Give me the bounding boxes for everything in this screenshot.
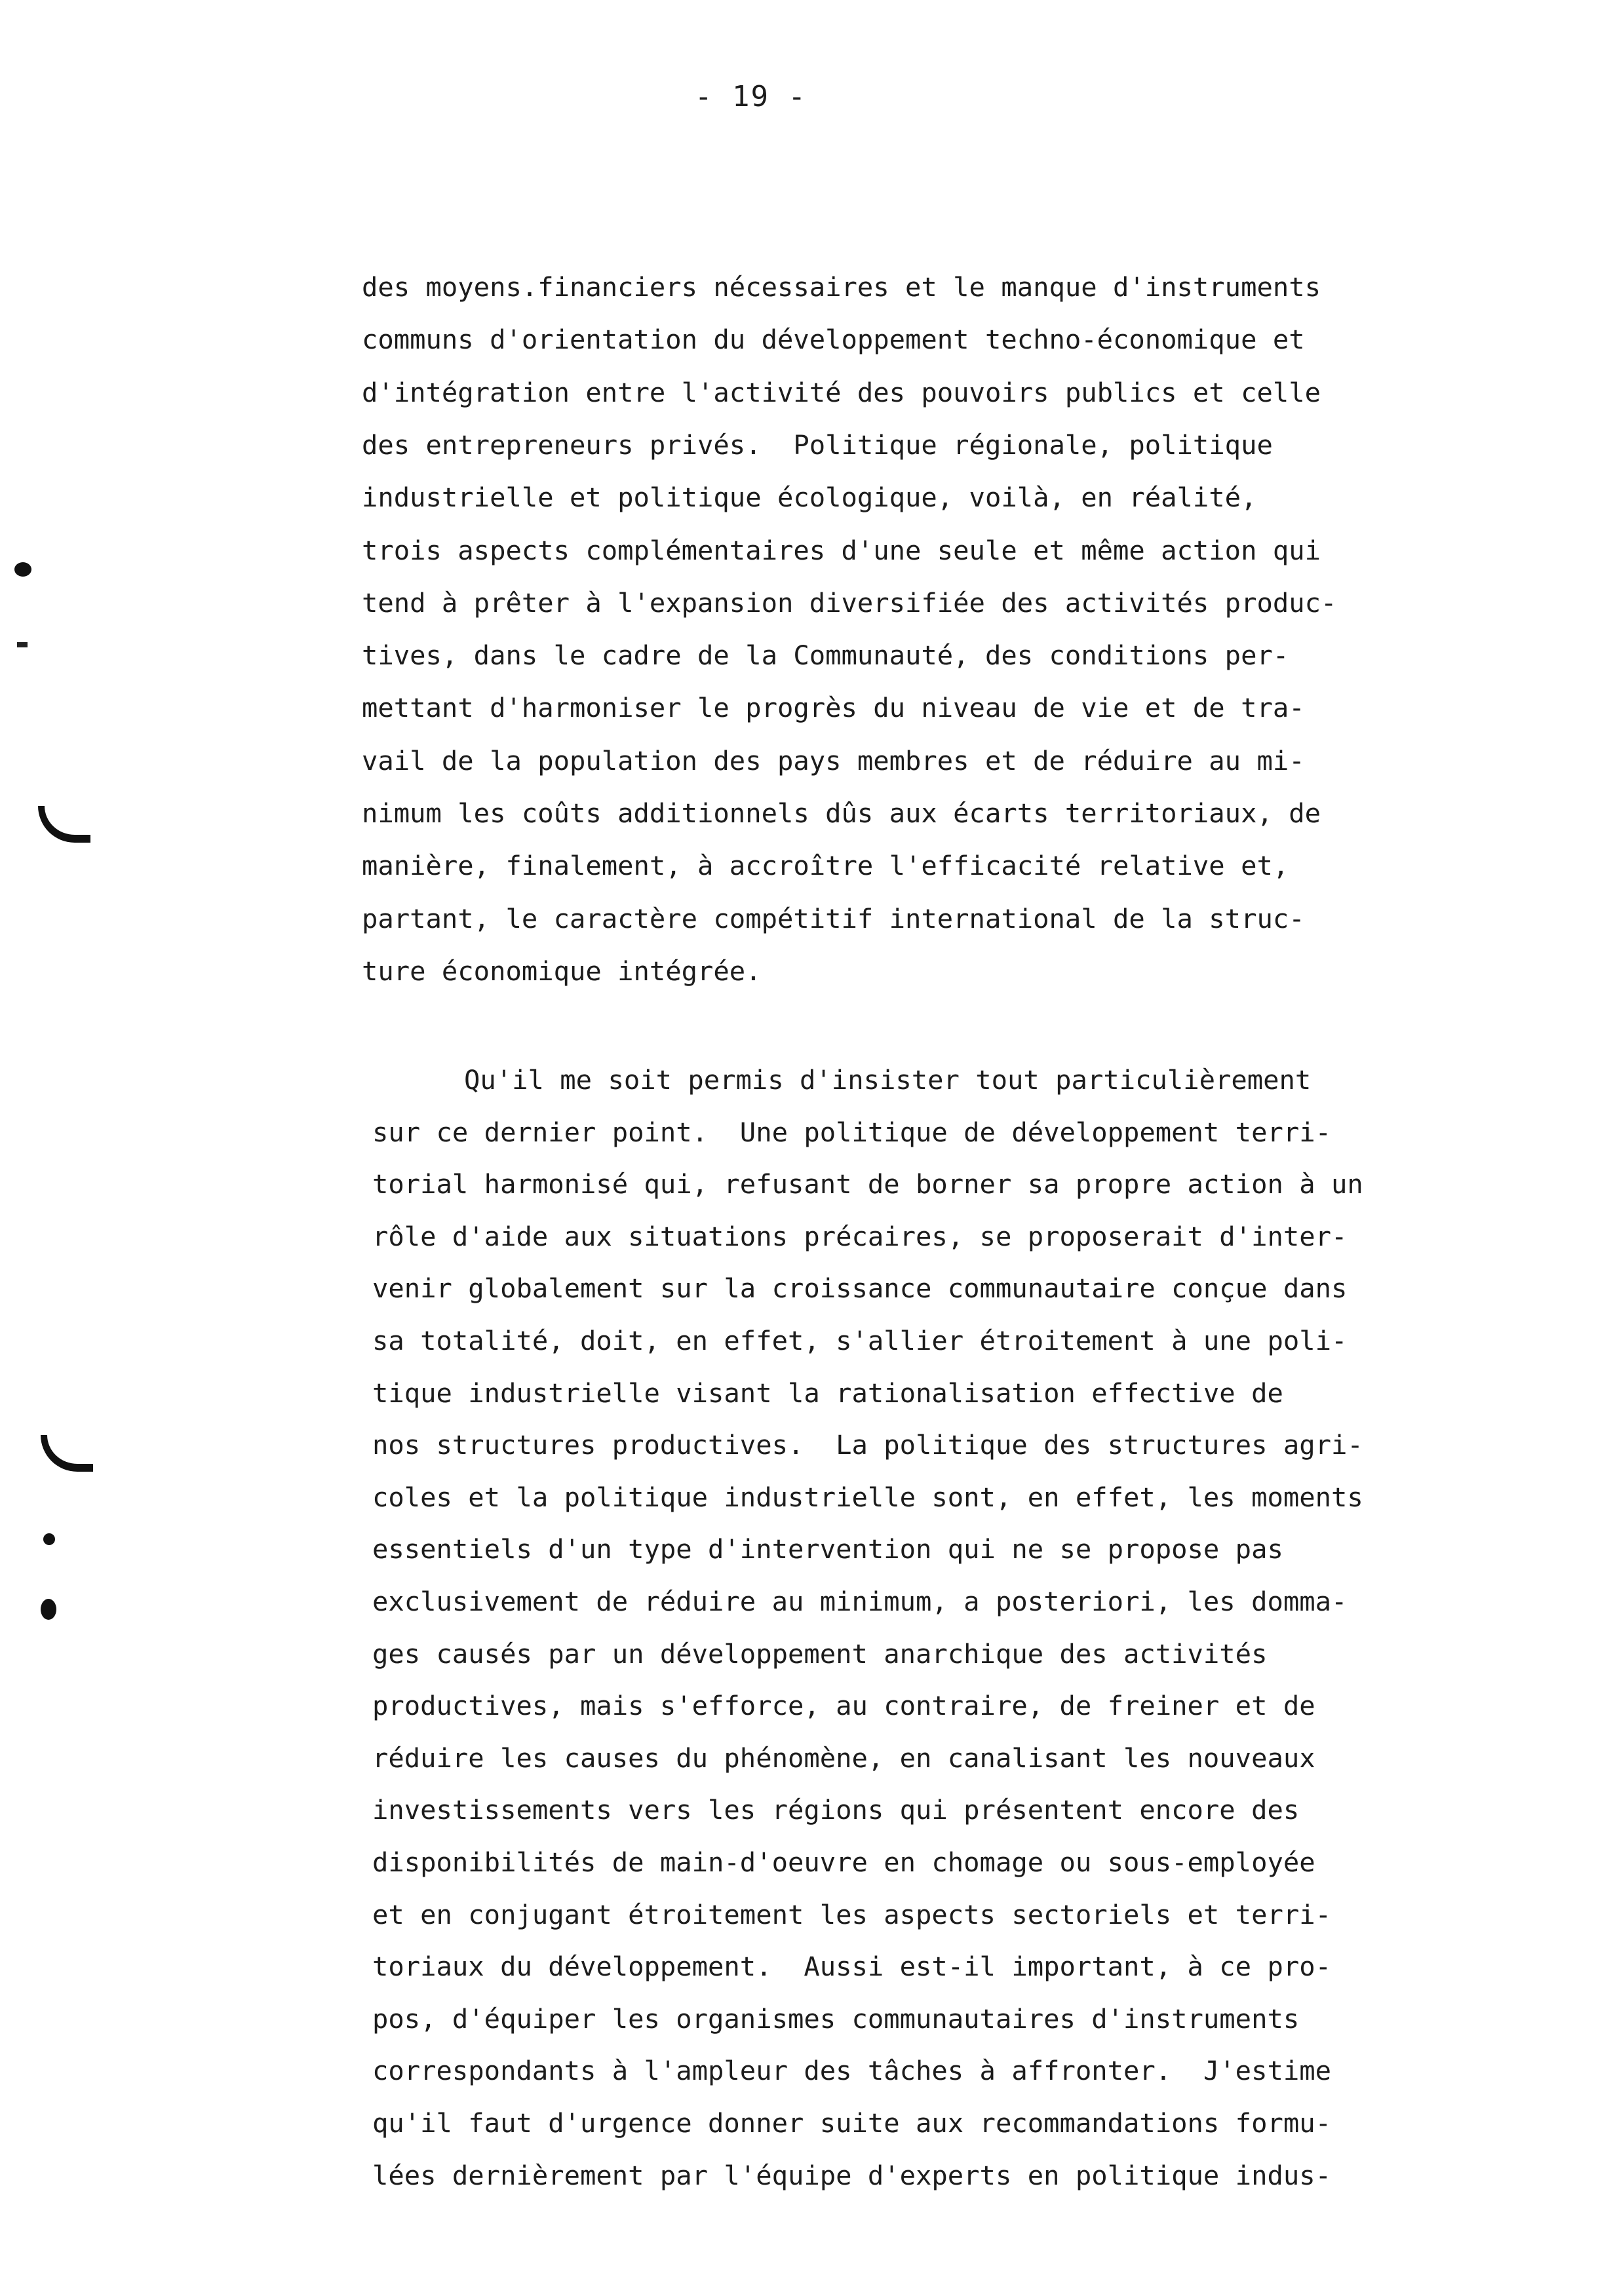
text-line: qu'il faut d'urgence donner suite aux recommandations formu- — [372, 2107, 1331, 2139]
text-line: Qu'il me soit permis d'insister tout particulièrement — [464, 1064, 1312, 1096]
text-line: coles et la politique industrielle sont, en effet, les moments — [372, 1482, 1363, 1513]
text-line: essentiels d'un type d'intervention qui ne se propose pas — [372, 1533, 1283, 1565]
text-line: tend à prêter à l'expansion diversifiée des activités produc- — [362, 587, 1337, 619]
text-line: nos structures productives. La politique des structures agri- — [372, 1429, 1363, 1461]
text-line: d'intégration entre l'activité des pouvoirs publics et celle — [362, 377, 1321, 408]
text-line: pos, d'équiper les organismes communautaires d'instruments — [372, 2003, 1300, 2035]
text-line: partant, le caractère compétitif international de la struc- — [362, 903, 1305, 934]
margin-mark-dot — [14, 562, 31, 577]
text-line: ture économique intégrée. — [362, 955, 762, 987]
margin-mark-dot — [43, 1533, 55, 1545]
text-line: rôle d'aide aux situations précaires, se proposerait d'inter- — [372, 1221, 1348, 1252]
text-line: sa totalité, doit, en effet, s'allier étroitement à une poli- — [372, 1325, 1348, 1356]
text-line: torial harmonisé qui, refusant de borner sa propre action à un — [372, 1168, 1363, 1200]
text-line: exclusivement de réduire au minimum, a posteriori, les domma- — [372, 1586, 1348, 1617]
text-line: réduire les causes du phénomène, en canalisant les nouveaux — [372, 1742, 1315, 1774]
text-line: tives, dans le cadre de la Communauté, des conditions per- — [362, 640, 1289, 671]
text-line: correspondants à l'ampleur des tâches à affronter. J'estime — [372, 2055, 1331, 2086]
text-line: vail de la population des pays membres et de réduire au mi- — [362, 745, 1305, 776]
text-line: des entrepreneurs privés. Politique régionale, politique — [362, 429, 1273, 461]
text-line: tique industrielle visant la rationalisation effective de — [372, 1377, 1283, 1409]
text-line: et en conjugant étroitement les aspects sectoriels et terri- — [372, 1899, 1331, 1930]
text-line: communs d'orientation du développement techno-économique et — [362, 324, 1305, 355]
text-line: industrielle et politique écologique, voilà, en réalité, — [362, 482, 1257, 513]
text-line: sur ce dernier point. Une politique de développement terri- — [372, 1117, 1331, 1148]
text-line: manière, finalement, à accroître l'efficacité relative et, — [362, 850, 1289, 881]
text-line: des moyens.financiers nécessaires et le manque d'instruments — [362, 271, 1321, 303]
text-line: nimum les coûts additionnels dûs aux écarts territoriaux, de — [362, 797, 1321, 829]
margin-mark-dot — [41, 1599, 56, 1620]
page-number: - 19 - — [695, 80, 807, 113]
text-line: ges causés par un développement anarchique des activités — [372, 1638, 1268, 1670]
margin-mark-dash — [17, 642, 28, 647]
text-line: trois aspects complémentaires d'une seule et même action qui — [362, 535, 1321, 566]
text-line: mettant d'harmoniser le progrès du niveau de vie et de tra- — [362, 692, 1305, 723]
text-line: disponibilités de main-d'oeuvre en chomage ou sous-employée — [372, 1846, 1315, 1878]
text-line: toriaux du développement. Aussi est-il important, à ce pro- — [372, 1951, 1331, 1982]
text-line: venir globalement sur la croissance communautaire conçue dans — [372, 1272, 1348, 1304]
text-line: lées dernièrement par l'équipe d'experts en politique indus- — [372, 2160, 1331, 2191]
text-line: investissements vers les régions qui présentent encore des — [372, 1794, 1300, 1826]
text-line: productives, mais s'efforce, au contraire, de freiner et de — [372, 1690, 1315, 1721]
